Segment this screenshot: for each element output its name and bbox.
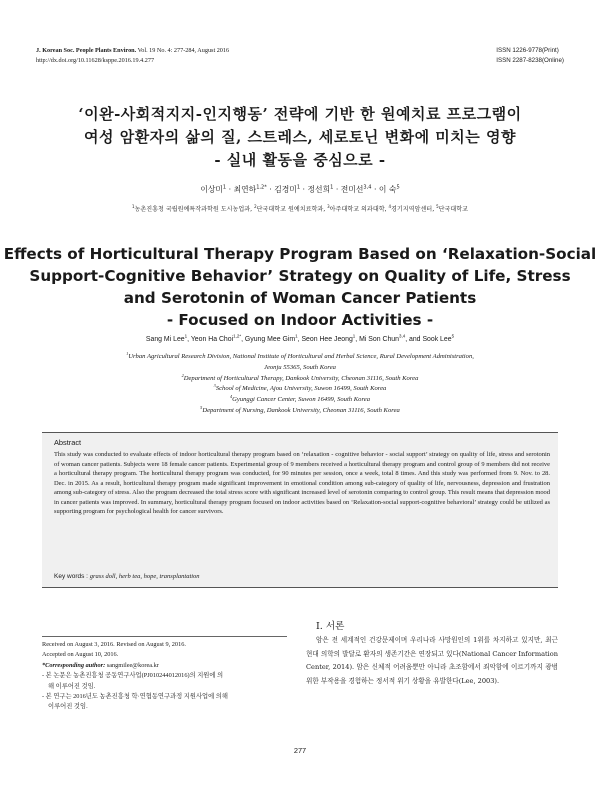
author: 전미선$^{3,4}$ <box>340 184 372 194</box>
page-number: 277 <box>293 746 307 755</box>
received-date: Received on August 3, 2016. Revised on August 9, 2016. <box>42 641 186 648</box>
accepted-date: Accepted on August 10, 2016. <box>42 651 119 659</box>
funding-note: 해 이루어진 것임. <box>48 682 96 690</box>
keywords-values: grass doll, herb tea, hope, transplantation <box>89 573 200 580</box>
author: 정선희$^1$ <box>307 184 334 194</box>
author: 이 숙$^5$ <box>378 184 400 194</box>
issn-online: ISSN 2287-8238(Online) <box>496 57 564 64</box>
footnote-divider <box>42 636 287 637</box>
english-authors: Sang Mi Lee$^1$, Yeon Ha Choi$^{1,2*}$, Gyung Mee Gim$^1$, Seon Hee Jeong$^1$, Mi Son Chun$^{3,4}$, and Sook Lee$^5$ <box>145 333 455 343</box>
author-email[interactable]: sangmilee@korea.kr <box>106 661 159 669</box>
english-affiliations <box>40 352 560 417</box>
footnotes <box>42 640 287 713</box>
journal-header <box>36 46 229 66</box>
affiliation: $^3$School of Medicine, Ajou University, Suwon 16499, South Korea <box>213 383 387 393</box>
korean-title-line: 여성 암환자의 삶의 질, 스트레스, 세로토닌 변화에 미치는 영향 <box>84 128 516 146</box>
abstract-label: Abstract <box>54 438 82 447</box>
english-title-line: Support-Cognitive Behavior’ Strategy on Quality of Life, Stress <box>29 267 571 285</box>
author: 이상미$^1$ <box>200 184 227 194</box>
author: Yeon Ha Choi$^{1,2*}$ <box>190 333 242 343</box>
author: Seon Hee Jeong$^1$ <box>301 333 356 343</box>
intro-paragraph: 암은 전 세계적인 건강문제이며 우리나라 사망원인의 1위를 차지하고 있지만, 최근 현대 의학의 발달로 환자의 생존기간은 연장되고 있다(National Cancer Information Center, 2014). 암은 신체적 어려움뿐만 아니라 초조함에서 죄악함에 이르기까지 광범위한 부작용을 경험하는 정서적 위기 상황을 유발한다(Lee, 2003). <box>306 636 558 685</box>
affiliation: $^5$Department of Nursing, Dankook University, Cheonan 31116, South Korea <box>200 404 400 414</box>
english-title <box>0 243 600 331</box>
author: Mi Son Chun$^{3,4}$ <box>359 333 406 343</box>
affiliation: $^4$Gyunggi Cancer Center, Suwon 16499, South Korea <box>230 394 370 404</box>
funding-note: - 본 연구는 2016년도 농촌진흥청 학·연협동연구과정 지원사업에 의해 <box>42 693 228 701</box>
author: 김경미$^1$ <box>274 184 301 194</box>
funding-note: 이루어진 것임. <box>48 703 88 711</box>
volume-info: Vol. 19 No. 4: 277-284, August 2016 <box>137 47 230 54</box>
issn-block <box>496 46 564 66</box>
doi-link[interactable]: http://dx.doi.org/10.11628/ksppe.2016.19.4.277 <box>36 57 155 64</box>
keywords <box>54 573 200 580</box>
abstract-text: This study was conducted to evaluate effects of indoor horticultural therapy program based on ‘relaxation - cognitive behavior - social support’ strategy on quality of life, stress and serotonin of woman cancer patients. Subjects were 18 female cancer patients. Experimental group of 9 members received a horticultural therapy program and control group of 9 members did not receive a horticultural therapy program. The horticultural therapy program was conducted, for 90 minutes per session, once a week, total 8 times. And this study was performed from 9. Nov. to 28. Dec. in 2015. As a result, horticultural therapy program made significant improvement in emotional condition among sub-category of quality of life, nervousness, depression and frustration among sub-category of stress. Also the program decreased the total stress score with significant increased level of serotonin comparing to control group. This result means that depression mood in cancer patients was improved. In summary, horticultural therapy program focused on indoor activities based on ‘Relaxation-social support-cognitive behavioral’ strategy could be utilized as supporting program for psychological health for cancer survivors. <box>54 451 550 515</box>
korean-title <box>0 103 600 172</box>
section-heading: Ⅰ. 서론 <box>316 621 345 632</box>
korean-authors: 이상미$^1$ · 최연하$^{1,2*}$ · 김경미$^1$ · 정선희$^1$ · 전미선$^{3,4}$ · 이 숙$^5$ <box>200 184 400 194</box>
issn-print: ISSN 1226-9778(Print) <box>496 47 559 54</box>
korean-affiliations: $^1$농촌진흥청 국립원예특작과학원 도시농업과, $^2$단국대학교 원예치료학과, $^3$아주대학교 의과대학, $^4$경기지역암센터, $^5$단국대학교 <box>131 203 469 213</box>
author: Sang Mi Lee$^1$ <box>145 333 188 343</box>
affiliation: Jeonju 55365, South Korea <box>264 363 336 371</box>
korean-title-line: - 실내 활동을 중심으로 - <box>214 151 386 169</box>
funding-note: - 본 논문은 농촌진흥청 공동연구사업(PJ010244012016)의 지원에 의 <box>42 672 224 680</box>
abstract-box <box>42 432 558 588</box>
english-title-line: - Focused on Indoor Activities - <box>166 311 434 329</box>
author: Gyung Mee Gim$^1$ <box>244 333 298 343</box>
author: 최연하$^{1,2*}$ <box>233 184 267 194</box>
keywords-label: Key words : <box>54 573 88 580</box>
english-title-line: and Serotonin of Woman Cancer Patients <box>123 289 477 307</box>
affiliation: $^2$Department of Horticultural Therapy, Dankook University, Cheonan 31116, South Korea <box>181 372 419 382</box>
korean-title-line: ‘이완-사회적지지-인지행동’ 전략에 기반 한 원예치료 프로그램이 <box>78 105 522 123</box>
journal-name: J. Korean Soc. People Plants Environ. <box>36 47 137 54</box>
corresponding-author: *Corresponding author: sangmilee@korea.kr <box>42 661 159 669</box>
affiliation: $^1$Urban Agricultural Research Division, National Institute of Horticultural and Herbal Science, Rural Development Administration, <box>126 350 474 360</box>
english-title-line: Effects of Horticultural Therapy Program Based on ‘Relaxation-Social <box>3 245 597 263</box>
author: Sook Lee$^5$ <box>422 333 455 343</box>
